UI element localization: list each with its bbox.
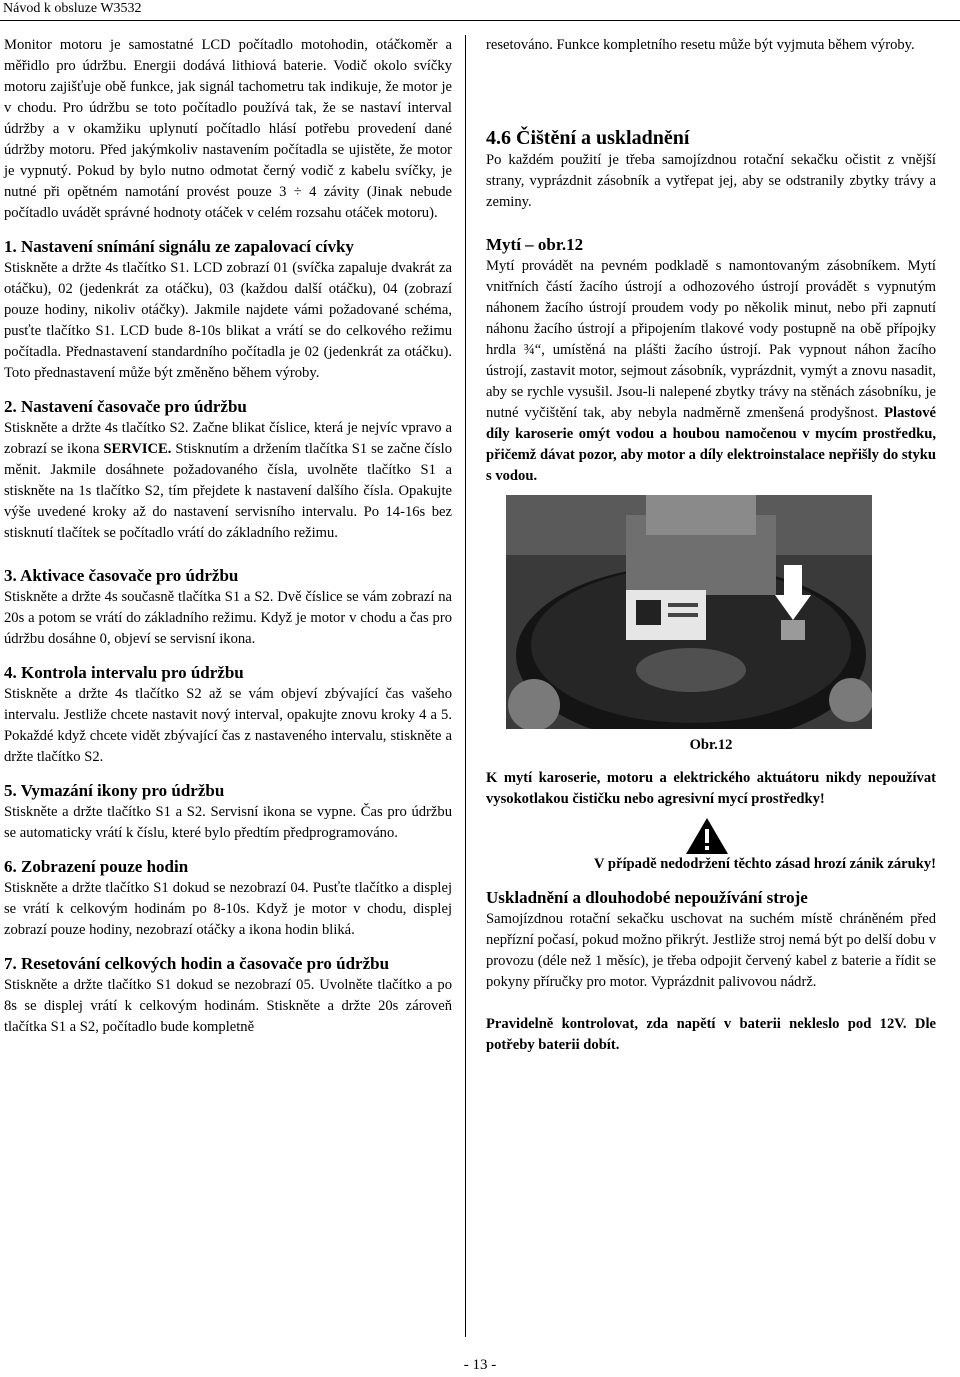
section-1-body: Stiskněte a držte 4s tlačítko S1. LCD zobrazí 01 (svíčka zapaluje dvakrát za otáčku), 02 (jedenkrát za otáčku), 03 (každou další otáčku), 04 (zobrazí pouze hodiny, nikoliv otáčky). Jakmile najdete vámi požadované schéma, pusťte tlačítko S1. LCD bude 8-10s blikat a vrátí se do celkového režimu počítadla. Přednastavení standardního počítadla je 02 (jedenkrát za otáčku). Toto přednastavení může být změněno během výroby.: [4, 260, 452, 381]
section-5-body: Stiskněte a držte tlačítko S1 a S2. Servisní ikona se vypne. Čas pro údržbu se automaticky vrátí k číslu, které bylo předtím předprogramováno.: [4, 804, 452, 841]
column-divider: [465, 35, 466, 1337]
warning-triangle-icon: [684, 816, 730, 856]
section-7-title: 7. Resetování celkových hodin a časovače pro údržbu: [4, 954, 390, 973]
section-4-body: Stiskněte a držte 4s tlačítko S2 až se vám objeví zbývající čas vašeho intervalu. Jestliže chcete nastavit nový interval, opakujte znovu kroky 4 a 5. Pokaždé když chcete vidět zbývající čas z nastaveného intervalu, stiskněte a držte tlačítko S2.: [4, 686, 452, 765]
mower-deck-photo: [506, 495, 872, 729]
storage-body: Samojízdnou rotační sekačku uschovat na suchém místě chráněném před nepřízní počasí, pokud možno přikrýt. Jestliže stroj nemá být po delší dobu v provozu (déle než 1 měsíc), je třeba odpojit červený kabel z baterie a řídit se pokyny příručky pro motor. Vyprázdnit palivovou nádrž.: [486, 911, 936, 990]
warning-block: [486, 814, 936, 854]
section-4-6-title: 4.6 Čištění a uskladnění: [486, 127, 690, 149]
document-title: Návod k obsluze W3532: [3, 1, 142, 16]
section-2-title: 2. Nastavení časovače pro údržbu: [4, 397, 247, 416]
right-column: [486, 35, 936, 1056]
continued-paragraph: resetováno. Funkce kompletního resetu může být vyjmuta během výroby.: [486, 37, 915, 53]
section-6-body: Stiskněte a držte tlačítko S1 dokud se nezobrazí 04. Pusťte tlačítko a displej se vrátí k celkovým hodinám po 8-10s. Když je motor v chodu, displej zobrazí pouze hodiny, nezobrazí otáčky a ikona hodin bliká.: [4, 880, 452, 938]
mower-deck-illustration: [506, 495, 872, 729]
washing-body: [486, 256, 936, 487]
section-2-body-b: Stisknutím a držením tlačítka S1 se začne číslo měnit. Jakmile dosáhnete požadovaného čísla, uvolněte tlačítko S1 a stiskněte na 1s tlačítko S2, tím přejdete k nastavení dalšího čísla. Opakujte výše uvedené kroky až do nastavení servisního intervalu. Po 14-16s bez stisknutí tlačítek se počítadlo vrátí do základního režimu.: [4, 441, 452, 541]
storage-title: Uskladnění a dlouhodobé nepoužívání stroje: [486, 888, 808, 907]
section-2-body: [4, 418, 452, 544]
section-4-title: 4. Kontrola intervalu pro údržbu: [4, 663, 244, 682]
battery-note: Pravidelně kontrolovat, zda napětí v baterii nekleslo pod 12V. Dle potřeby baterii dobít.: [486, 1016, 936, 1053]
left-column: [4, 35, 452, 1038]
section-3-title: 3. Aktivace časovače pro údržbu: [4, 566, 239, 585]
page-header: [0, 0, 960, 21]
section-4-6-body: Po každém použití je třeba samojízdnou rotační sekačku očistit z vnější strany, vyprázdnit zásobník a vytřepat jej, aby se odstranily zbytky trávy a zeminy.: [486, 152, 936, 210]
warning-text: K mytí karoserie, motoru a elektrického aktuátoru nikdy nepoužívat vysokotlakou čističku nebo agresivní mycí prostředky!: [486, 770, 936, 807]
figure-caption: Obr.12: [689, 737, 733, 753]
service-keyword: SERVICE.: [103, 441, 172, 457]
section-2-body-a: Stiskněte a držte 4s tlačítko S2. Začne blikat číslice, která je nejvíc vpravo a zobrazí se ikona: [4, 420, 452, 457]
section-1-title: 1. Nastavení snímání signálu ze zapalovací cívky: [4, 237, 354, 256]
washing-body-a: Mytí provádět na pevném podkladě s namontovaným zásobníkem. Mytí vnitřních částí žacího ústrojí a odhozového ústrojí provádět s vypnutým náhonem žacího ústrojí proudem vody po několik minut, nebo při zapnutí náhonu žacího ústrojí a připojením tlakové vody postupně na obě přípojky hrdla ¾“, umístěná na plášti žacího ústrojí. Pak vypnout náhon žacího ústrojí, zastavit motor, sejmout zásobník, vyprázdnit, vymýt a znovu nasadit, aby se rychle vysušil. Jsou-li nalepené zbytky trávy na stěnách zásobníku, je nutné vyčištění tak, aby nebyla nadměrně zmenšená prodyšnost.: [486, 258, 936, 421]
washing-title: Mytí – obr.12: [486, 235, 584, 254]
section-7-body: Stiskněte a držte tlačítko S1 dokud se nezobrazí 05. Uvolněte tlačítko a po 8s se displej vrátí k celkovým hodinám. Stiskněte a držte 20s zároveň tlačítka S1 a S2, počítadlo bude kompletně: [4, 977, 452, 1035]
washing-body-b: Plastové díly karoserie omýt vodou a houbou namočenou v mycím prostředku, přičemž dávat pozor, aby motor a díly elektroinstalace nepřišly do styku s vodou.: [486, 405, 936, 484]
section-5-title: 5. Vymazání ikony pro údržbu: [4, 781, 225, 800]
section-6-title: 6. Zobrazení pouze hodin: [4, 857, 189, 876]
intro-paragraph: Monitor motoru je samostatné LCD počítadlo motohodin, otáčkoměr a měřidlo pro údržbu. Energii dodává lithiová baterie. Vodič okolo svíčky motoru zajišťuje obě funkce, jak signál tachometru tak indikuje, že motor je v chodu. Pro údržbu se toto počítadlo používá tak, že se nastaví interval údržby a v okamžiku uplynutí počítadlo hlásí potřebu provedení dané údržby motoru. Před jakýmkoliv nastavením počítadla se ujistěte, že motor je vypnutý. Pokud by bylo nutno odmotat černý vodič z kabelu svíčky, je nutné při opětném namotání provést pouze 3 ÷ 4 závity (Jinak nebude počítadlo uvádět správné hodnoty otáček v celém rozsahu otáček motoru).: [4, 37, 452, 221]
section-3-body: Stiskněte a držte 4s současně tlačítka S1 a S2. Dvě číslice se vám zobrazí na 20s a potom se vrátí do základního režimu. Když je motor v chodu a čas pro údržbu dosáhne 0, objeví se servisní ikona.: [4, 589, 452, 647]
warranty-warning: V případě nedodržení těchto zásad hrozí zánik záruky!: [593, 856, 936, 872]
page-number: - 13 -: [463, 1357, 497, 1373]
